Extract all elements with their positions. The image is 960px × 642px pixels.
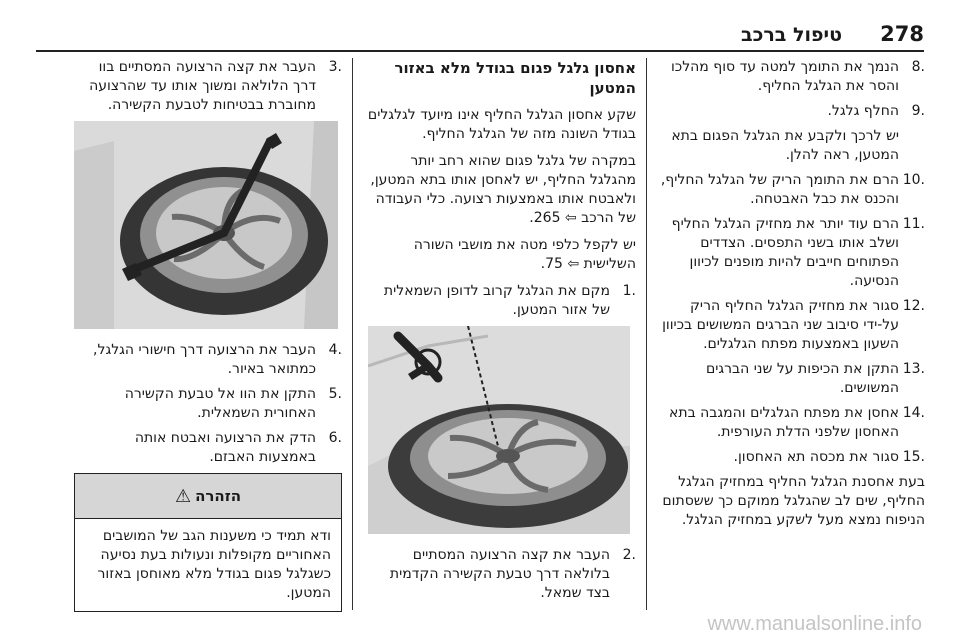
list-item [653,448,925,467]
item-text: החלף גלגל. [827,103,899,119]
list-item [74,385,342,423]
page-title: טיפול ברכב [740,24,842,46]
item-number: .4 [328,342,342,358]
item-number: .6 [328,430,342,446]
header-rule [36,50,924,52]
item-number: .15 [902,449,925,465]
list-item [74,58,342,115]
closing-paragraph: בעת אחסנת הגלגל החליף במחזיק הגלגל החליף, שים לב שהגלגל ממוקם כך ששסתום הניפוח נמצא מעל לשקע במחזיק הגלגל. [662,474,925,528]
item-text: הנמך את התומך למטה עד סוף מהלכו והסר את הגלגל החליף. [670,59,899,94]
item-text: העבר את הרצועה דרך חישורי הגלגל, כמתואר באיור. [93,342,316,377]
item-number: .9 [911,103,925,119]
list-item-note [653,127,925,165]
paragraph: במקרה של גלגל פגום שהוא רחב יותר מהגלגל החליף, יש לאחסן אותו בתא המטען, ולאבטח אותו באמצעות רצועה. כלי העבודה של הרכב ⇦ 265. [370,153,636,226]
list-item [653,360,925,398]
spare-wheel-illustration-loop [368,326,630,534]
list-item [653,102,925,121]
item-text: מקם את הגלגל קרוב לדופן השמאלית של אזור המטען. [383,283,610,318]
item-number: .14 [902,405,925,421]
item-text: סגור את מחזיק הגלגל החליף הריק על-ידי סיבוב שני הברגים המשושים בכיוון השעון באמצעות מפתח הגלגלים. [662,298,899,352]
column-divider-right [646,58,647,610]
item-text: התקן את הכיפות על שני הברגים המשושים. [705,361,899,396]
item-text: הרם את התומך הריק של הגלגל החליף, והכנס את כבל האבטחה. [660,172,899,207]
list-item [74,429,342,467]
item-text: התקן את הוו אל טבעת הקשירה האחורית השמאלית. [124,386,316,421]
spare-wheel-illustration-strap [74,121,338,329]
list-item [653,171,925,209]
item-text: אחסן את מפתח הגלגלים והמגבה בתא האחסון שלפני הדלת העורפית. [669,405,899,440]
item-text: הרם עוד יותר את מחזיק הגלגל החליף ושלב אותו בשני התפסים. הצדדים הפתוחים חייבים להיות מופנים לכיוון הנסיעה. [671,216,899,289]
page-number: 278 [880,22,924,46]
column-divider-left [352,58,353,610]
item-number: .11 [902,216,925,232]
list-item [653,215,925,291]
item-number: .10 [902,172,925,188]
left-column [74,58,342,612]
item-text: העבר את קצה הרצועה המסתיים בוו דרך הלולאה ומשוך אותו עד שהרצועה מחוברת בבטיחות לטבעת הקשירה. [89,59,316,113]
warning-box [74,473,342,612]
item-number: .13 [902,361,925,377]
warning-text: ודא תמיד כי משענות הגב של המושבים האחוריים מקופלות ונעולות בעת נסיעה כשגלגל פגום בגודל מלא מאוחסן באזור המטען. [97,528,331,601]
middle-column [366,58,636,609]
right-column [653,58,925,538]
list-item [74,341,342,379]
item-number [899,127,925,165]
paragraph: יש לקפל כלפי מטה את מושבי השורה השלישית ⇦ 75. [413,237,636,272]
item-number: .5 [328,386,342,402]
wheel-strap-loop-drawing [368,326,630,534]
item-text: העבר את קצה הרצועה המסתיים בלולאה דרך טבעת הקשירה הקדמית בצד שמאל. [389,547,610,601]
page-header [0,14,960,54]
item-number: .3 [328,59,342,75]
item-number: .1 [622,283,636,299]
list-item [366,546,636,603]
item-text: סגור את מכסה תא האחסון. [733,449,899,465]
list-item [653,58,925,96]
item-number: .2 [622,547,636,563]
item-number: .12 [902,298,925,314]
paragraph: שקע אחסון הגלגל החליף אינו מיועד לגלגלים בגודל השונה מזה של הגלגל החליף. [367,107,636,142]
item-text: הדק את הרצועה ואבטח אותה באמצעות האבזם. [134,430,316,465]
list-item [653,404,925,442]
wheel-strap-drawing [74,121,338,329]
warning-triangle-icon: ⚠ [174,485,192,507]
list-item [366,282,636,320]
list-item [653,297,925,354]
item-number: .8 [911,59,925,75]
warning-title: הזהרה [195,486,242,505]
section-heading: אחסון גלגל פגום בגודל מלא באזור המטען [394,59,636,97]
watermark: www.manualsonline.info [707,613,922,635]
item-text: יש לרכך ולקבע את הגלגל הפגום בתא המטען, ראה להלן. [671,128,899,163]
warning-header [75,474,341,519]
